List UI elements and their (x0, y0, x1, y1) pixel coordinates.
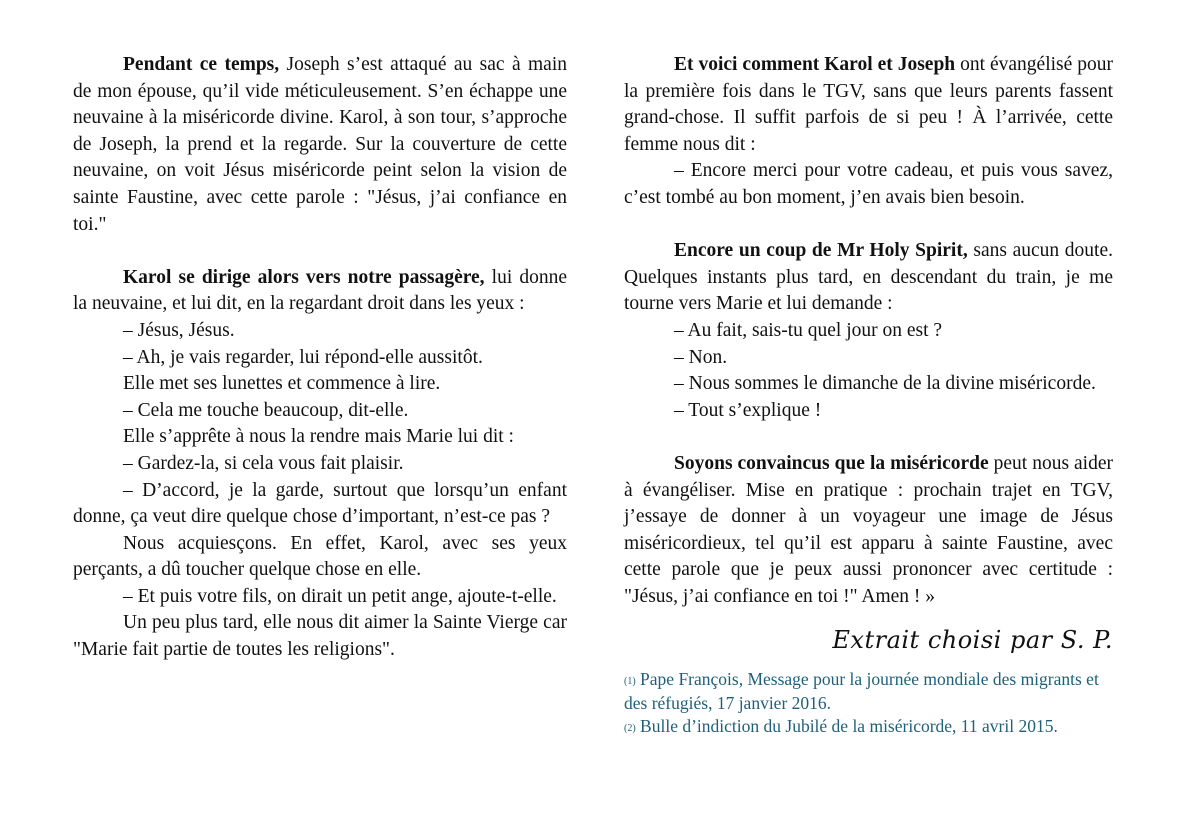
paragraph (73, 52, 567, 238)
dialogue-line: – Jésus, Jésus. (123, 319, 235, 341)
footnote-mark: (2) (624, 723, 636, 735)
paragraph (73, 265, 567, 318)
paragraph-text: lui donne la neuvaine, et lui dit, en la regardant droit dans les yeux : (73, 266, 567, 315)
lead-in: Soyons convaincus que la miséricorde (674, 452, 989, 474)
paragraph (624, 451, 1113, 611)
paragraph-text: peut nous aider à évangéliser. Mise en pratique : prochain trajet en TGV, j’essaye de donner à un voyageur une image de Jésus miséricordieux, tel qu’il est apparu à sainte Faustine, avec cette parole que je peux aussi prononcer avec certitude : "Jésus, j’ai confiance en toi !" Amen ! » (624, 452, 1113, 607)
dialogue-line: Elle s’apprête à nous la rendre mais Marie lui dit : (123, 426, 514, 448)
dialogue-line: – Et puis votre fils, on dirait un petit ange, ajoute-t-elle. (123, 585, 557, 607)
lead-in: Et voici comment Karol et Joseph (674, 54, 956, 75)
dialogue-line: – Au fait, sais-tu quel jour on est ? (674, 319, 943, 341)
dialogue-line: – Non. (674, 346, 728, 368)
dialogue-line: Elle met ses lunettes et commence à lire. (123, 373, 441, 395)
lead-in: Encore un coup de Mr Holy Spirit, (674, 240, 968, 262)
dialogue-line: – D’accord, je la garde, surtout que lorsqu’un enfant donne, ça veut dire quelque chose d’important, n’est-ce pas ? (73, 479, 567, 528)
footnote-text: Bulle d’indiction du Jubilé de la miséricorde, 11 avril 2015. (635, 716, 1058, 737)
lead-in: Karol se dirige alors vers notre passagère, (123, 266, 485, 288)
paragraph-text: ont évangélisé pour la première fois dans le TGV, sans que leurs parents fassent grand-chose. Il suffit parfois de si peu ! À l’arrivée, cette femme nous dit : (624, 54, 1113, 155)
paragraph (624, 52, 1113, 158)
lead-in: Pendant ce temps, (123, 54, 280, 75)
footnotes (624, 668, 1113, 739)
paragraph-text: sans aucun doute. Quelques instants plus tard, en descendant du train, je me tourne vers Marie et lui demande : (624, 240, 1113, 315)
dialogue-line: – Encore merci pour votre cadeau, et puis vous savez, c’est tombé au bon moment, j’en avais bien besoin. (624, 160, 1113, 208)
dialogue-line: – Nous sommes le dimanche de la divine miséricorde. (674, 373, 1096, 395)
left-column (73, 52, 567, 664)
footnote-mark: (1) (624, 676, 636, 688)
right-column (624, 52, 1113, 739)
dialogue-line: – Cela me touche beaucoup, dit-elle. (123, 399, 409, 421)
dialogue-line: – Ah, je vais regarder, lui répond-elle aussitôt. (123, 346, 483, 368)
paragraph (624, 238, 1113, 318)
paragraph: Nous acquiesçons. En effet, Karol, avec ses yeux perçants, a dû toucher quelque chose en elle. (73, 532, 567, 581)
dialogue-line: – Gardez-la, si cela vous fait plaisir. (123, 452, 404, 474)
paragraph-text: Joseph s’est attaqué au sac à main de mon épouse, qu’il vide méticuleusement. S’en échappe une neuvaine à la miséricorde divine. Karol, à son tour, s’approche de Joseph, la prend et la regarde. Sur la couverture de cette neuvaine, on voit Jésus miséricorde peint selon la vision de sainte Faustine, avec cette parole : "Jésus, j’ai confiance en toi." (73, 54, 568, 235)
footnote-text: Pape François, Message pour la journée mondiale des migrants et des réfugiés, 17 janvier 2016. (624, 669, 1099, 713)
paragraph: Un peu plus tard, elle nous dit aimer la Sainte Vierge car "Marie fait partie de toutes les religions". (73, 612, 567, 661)
footnote (624, 715, 1113, 739)
dialogue-line: – Tout s’explique ! (674, 399, 822, 421)
signature: Extrait choisi par S. P. (832, 626, 1113, 655)
footnote (624, 668, 1113, 715)
